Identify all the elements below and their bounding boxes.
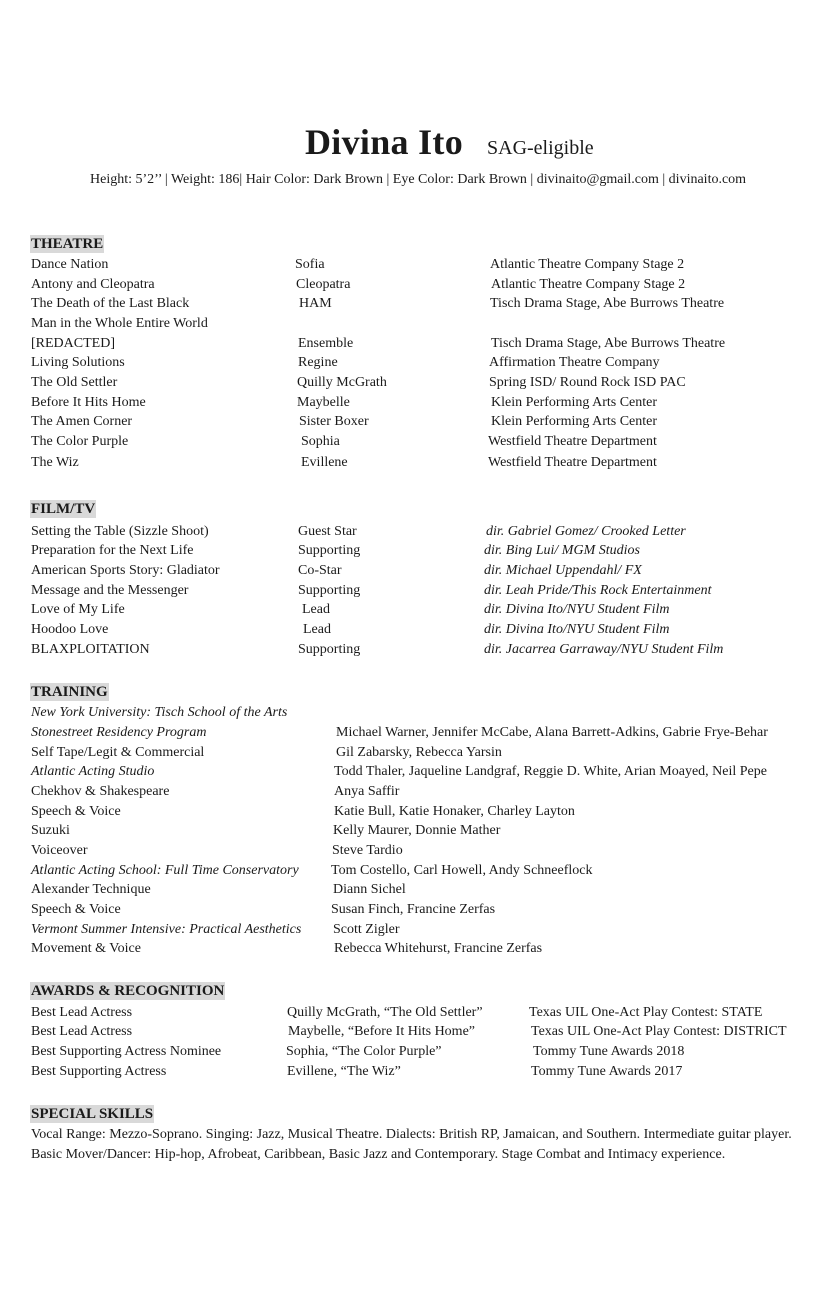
film-director: dir. Divina Ito/NYU Student Film bbox=[484, 622, 670, 637]
theatre-venue: Tisch Drama Stage, Abe Burrows Theatre bbox=[491, 336, 726, 351]
theatre-show: The Wiz bbox=[31, 455, 79, 470]
training-teachers: Michael Warner, Jennifer McCabe, Alana Barrett-Adkins, Gabrie Frye-Behar bbox=[336, 725, 768, 740]
film-title: Love of My Life bbox=[31, 602, 125, 617]
award-org: Tommy Tune Awards 2018 bbox=[533, 1044, 685, 1059]
film-director: dir. Divina Ito/NYU Student Film bbox=[484, 602, 670, 617]
training-teachers: Kelly Maurer, Donnie Mather bbox=[333, 823, 501, 838]
award-org: Texas UIL One-Act Play Contest: DISTRICT bbox=[531, 1024, 787, 1039]
theatre-role: Maybelle bbox=[297, 395, 350, 410]
contact-line: Height: 5’2’’ | Weight: 186| Hair Color: Dark Brown | Eye Color: Dark Brown | divinaito@gmail.com | divinaito.com bbox=[90, 172, 747, 187]
film-director: dir. Leah Pride/This Rock Entertainment bbox=[484, 583, 712, 598]
section-theatre-title: THEATRE bbox=[31, 236, 104, 252]
theatre-show: Antony and Cleopatra bbox=[31, 277, 155, 292]
theatre-role: HAM bbox=[299, 296, 332, 311]
section-awards-title: AWARDS & RECOGNITION bbox=[31, 983, 225, 999]
theatre-role: Evillene bbox=[301, 455, 348, 470]
theatre-show: The Amen Corner bbox=[31, 414, 133, 429]
film-title: BLAXPLOITATION bbox=[31, 642, 150, 657]
theatre-role: Sofia bbox=[295, 257, 325, 272]
training-course: Alexander Technique bbox=[31, 882, 151, 897]
theatre-show: [REDACTED] bbox=[31, 336, 115, 351]
training-teachers: Rebecca Whitehurst, Francine Zerfas bbox=[334, 941, 543, 956]
resume-name: Divina Ito bbox=[305, 122, 464, 162]
training-course: Speech & Voice bbox=[31, 804, 121, 819]
film-role: Supporting bbox=[298, 583, 361, 598]
film-director: dir. Michael Uppendahl/ FX bbox=[484, 563, 642, 578]
theatre-venue: Tisch Drama Stage, Abe Burrows Theatre bbox=[490, 296, 725, 311]
training-course: Atlantic Acting Studio bbox=[31, 764, 155, 779]
theatre-venue: Spring ISD/ Round Rock ISD PAC bbox=[489, 375, 686, 390]
theatre-role: Sophia bbox=[301, 434, 340, 449]
film-title: Hoodoo Love bbox=[31, 622, 109, 637]
theatre-venue: Westfield Theatre Department bbox=[488, 434, 657, 449]
training-course: Vermont Summer Intensive: Practical Aesthetics bbox=[31, 922, 302, 937]
training-course: Self Tape/Legit & Commercial bbox=[31, 745, 205, 760]
training-course: Suzuki bbox=[31, 823, 70, 838]
training-teachers: Scott Zigler bbox=[333, 922, 400, 937]
film-title: Preparation for the Next Life bbox=[31, 543, 194, 558]
theatre-show: The Color Purple bbox=[31, 434, 129, 449]
training-course: Stonestreet Residency Program bbox=[31, 725, 207, 740]
award-role: Sophia, “The Color Purple” bbox=[286, 1044, 442, 1059]
film-director: dir. Gabriel Gomez/ Crooked Letter bbox=[486, 524, 686, 539]
film-title: American Sports Story: Gladiator bbox=[31, 563, 220, 578]
award-role: Quilly McGrath, “The Old Settler” bbox=[287, 1005, 483, 1020]
theatre-venue: Affirmation Theatre Company bbox=[489, 355, 660, 370]
theatre-show: Living Solutions bbox=[31, 355, 125, 370]
film-role: Lead bbox=[302, 602, 330, 617]
award-role: Evillene, “The Wiz” bbox=[287, 1064, 401, 1079]
training-teachers: Katie Bull, Katie Honaker, Charley Layton bbox=[334, 804, 575, 819]
award-org: Texas UIL One-Act Play Contest: STATE bbox=[529, 1005, 763, 1020]
training-teachers: Susan Finch, Francine Zerfas bbox=[331, 902, 496, 917]
section-skills-title: SPECIAL SKILLS bbox=[31, 1106, 154, 1122]
skills-paragraph: Vocal Range: Mezzo-Soprano. Singing: Jazz, Musical Theatre. Dialects: British RP, Jamaican, and Southern. Intermediate guitar player. Basic Mover/Dancer: Hip-hop, Afrobeat, Caribbean, Basic Jazz and Contemporary. Stage Combat and Intimacy experience. bbox=[31, 1127, 792, 1162]
theatre-show: The Old Settler bbox=[31, 375, 118, 390]
theatre-role: Sister Boxer bbox=[299, 414, 369, 429]
award-org: Tommy Tune Awards 2017 bbox=[531, 1064, 683, 1079]
training-course: Voiceover bbox=[31, 843, 88, 858]
theatre-venue: Klein Performing Arts Center bbox=[491, 414, 658, 429]
training-course: Chekhov & Shakespeare bbox=[31, 784, 170, 799]
theatre-venue: Klein Performing Arts Center bbox=[491, 395, 658, 410]
union-status: SAG-eligible bbox=[487, 137, 594, 159]
theatre-role: Quilly McGrath bbox=[297, 375, 387, 390]
training-teachers: Tom Costello, Carl Howell, Andy Schneeflock bbox=[331, 863, 593, 878]
training-course: Atlantic Acting School: Full Time Conservatory bbox=[31, 863, 299, 878]
theatre-role: Regine bbox=[298, 355, 338, 370]
film-role: Supporting bbox=[298, 642, 361, 657]
training-teachers: Gil Zabarsky, Rebecca Yarsin bbox=[336, 745, 502, 760]
film-role: Co-Star bbox=[298, 563, 342, 578]
award-name: Best Supporting Actress Nominee bbox=[31, 1044, 222, 1059]
training-course: Speech & Voice bbox=[31, 902, 121, 917]
section-training-title: TRAINING bbox=[31, 684, 108, 700]
theatre-show: Man in the Whole Entire World bbox=[31, 316, 208, 331]
training-course: New York University: Tisch School of the Arts bbox=[31, 705, 288, 720]
theatre-venue: Atlantic Theatre Company Stage 2 bbox=[491, 277, 686, 292]
award-name: Best Lead Actress bbox=[31, 1024, 133, 1039]
training-course: Movement & Voice bbox=[31, 941, 141, 956]
film-director: dir. Jacarrea Garraway/NYU Student Film bbox=[484, 642, 724, 657]
theatre-show: Before It Hits Home bbox=[31, 395, 146, 410]
theatre-venue: Atlantic Theatre Company Stage 2 bbox=[490, 257, 685, 272]
section-film-title: FILM/TV bbox=[31, 501, 96, 517]
film-role: Supporting bbox=[298, 543, 361, 558]
theatre-role: Ensemble bbox=[298, 336, 354, 351]
film-role: Guest Star bbox=[298, 524, 357, 539]
theatre-show: The Death of the Last Black bbox=[31, 296, 190, 311]
training-teachers: Anya Saffir bbox=[334, 784, 400, 799]
film-title: Setting the Table (Sizzle Shoot) bbox=[31, 524, 209, 539]
training-teachers: Steve Tardio bbox=[332, 843, 403, 858]
award-name: Best Lead Actress bbox=[31, 1005, 133, 1020]
award-role: Maybelle, “Before It Hits Home” bbox=[288, 1024, 475, 1039]
theatre-venue: Westfield Theatre Department bbox=[488, 455, 657, 470]
training-teachers: Diann Sichel bbox=[333, 882, 406, 897]
theatre-show: Dance Nation bbox=[31, 257, 109, 272]
award-name: Best Supporting Actress bbox=[31, 1064, 167, 1079]
film-director: dir. Bing Lui/ MGM Studios bbox=[484, 543, 640, 558]
training-teachers: Todd Thaler, Jaqueline Landgraf, Reggie D. White, Arian Moayed, Neil Pepe bbox=[334, 764, 767, 779]
film-role: Lead bbox=[303, 622, 331, 637]
film-title: Message and the Messenger bbox=[31, 583, 189, 598]
theatre-role: Cleopatra bbox=[296, 277, 351, 292]
